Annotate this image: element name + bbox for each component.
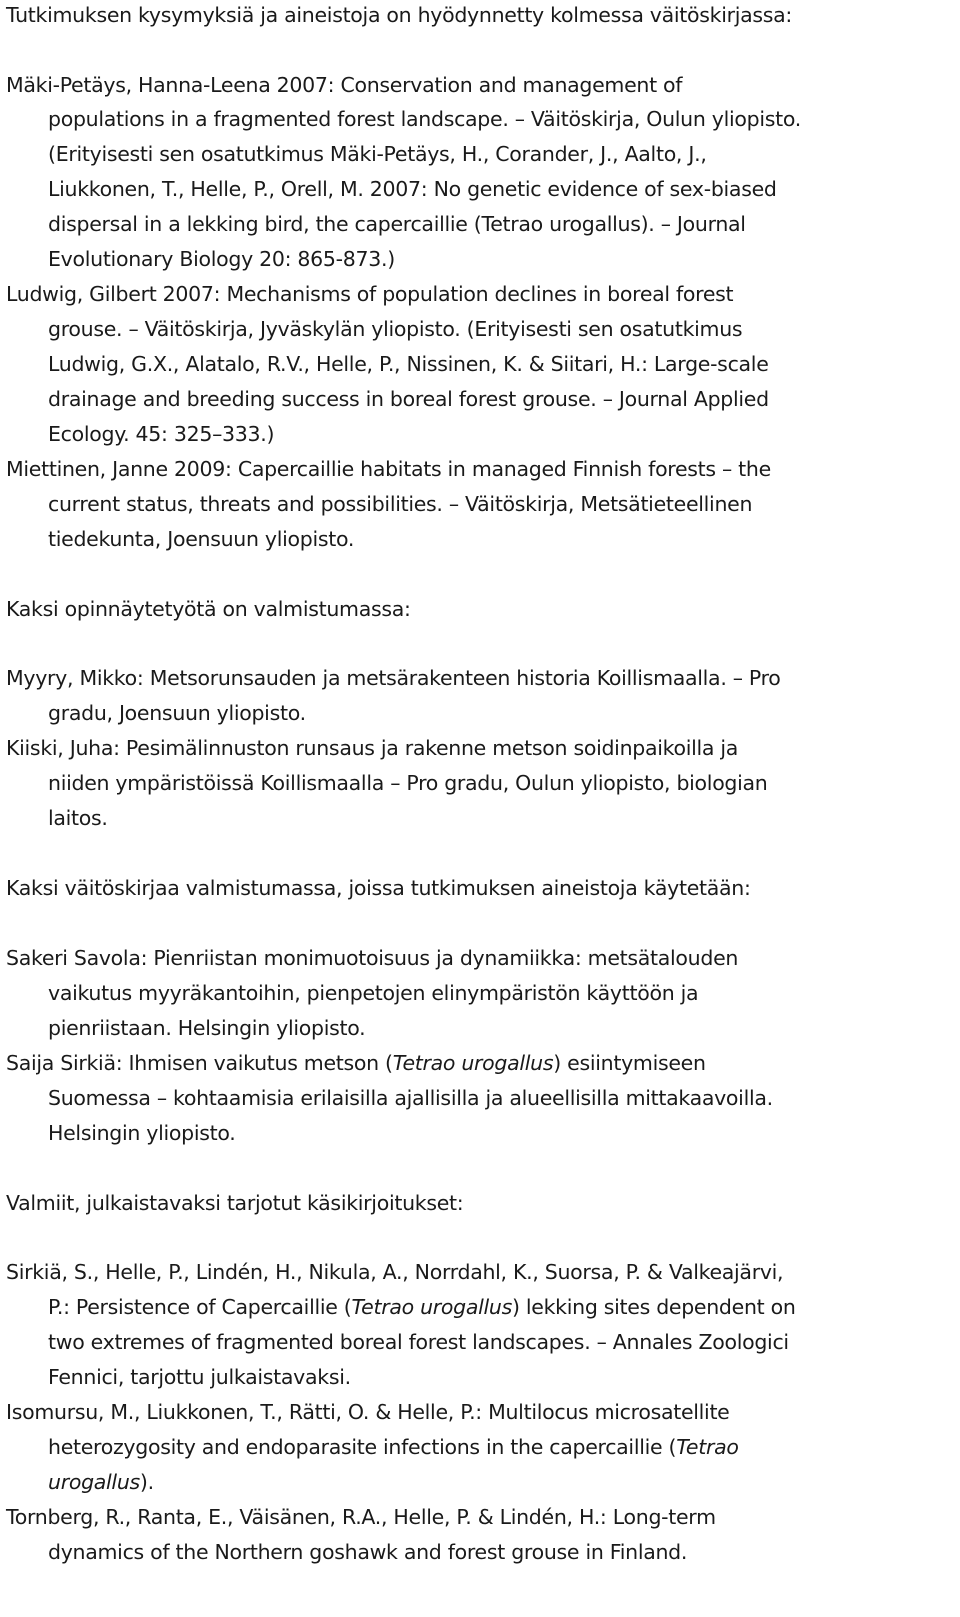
reference-line: Myyry, Mikko: Metsorunsauden ja metsärakenteen historia Koillismaalla. – Pro <box>6 666 781 690</box>
reference-line: dispersal in a lekking bird, the capercaillie (Tetrao urogallus). – Journal <box>48 212 746 236</box>
reference-line: Ecology. 45: 325–333.) <box>48 422 275 446</box>
reference-line: Sakeri Savola: Pienriistan monimuotoisuus ja dynamiikka: metsätalouden <box>6 946 739 970</box>
reference-line: Mäki-Petäys, Hanna-Leena 2007: Conservation and management of <box>6 73 683 97</box>
reference-line: dynamics of the Northern goshawk and forest grouse in Finland. <box>48 1540 688 1564</box>
reference-line: Suomessa – kohtaamisia erilaisilla ajallisilla ja alueellisilla mittakaavoilla. <box>48 1086 773 1110</box>
reference-line: heterozygosity and endoparasite infections in the capercaillie (Tetrao <box>48 1435 739 1459</box>
reference-line: P.: Persistence of Capercaillie (Tetrao urogallus) lekking sites dependent on <box>48 1295 796 1319</box>
reference-line: Helsingin yliopisto. <box>48 1121 236 1145</box>
reference-line: Liukkonen, T., Helle, P., Orell, M. 2007: No genetic evidence of sex-biased <box>48 177 777 201</box>
reference-line: Ludwig, Gilbert 2007: Mechanisms of population declines in boreal forest <box>6 282 734 306</box>
reference-line: Tornberg, R., Ranta, E., Väisänen, R.A., Helle, P. & Lindén, H.: Long-term <box>6 1505 716 1529</box>
reference-line: (Erityisesti sen osatutkimus Mäki-Petäys, H., Corander, J., Aalto, J., <box>48 142 707 166</box>
reference-line: drainage and breeding success in boreal forest grouse. – Journal Applied <box>48 387 769 411</box>
section-heading: Valmiit, julkaistavaksi tarjotut käsikirjoitukset: <box>6 1191 464 1215</box>
section-heading: Tutkimuksen kysymyksiä ja aineistoja on hyödynnetty kolmessa väitöskirjassa: <box>6 3 793 27</box>
section-heading: Kaksi väitöskirjaa valmistumassa, joissa tutkimuksen aineistoja käytetään: <box>6 876 751 900</box>
reference-line: tiedekunta, Joensuun yliopisto. <box>48 527 355 551</box>
reference-line: Evolutionary Biology 20: 865-873.) <box>48 247 395 271</box>
reference-line: gradu, Joensuun yliopisto. <box>48 701 306 725</box>
reference-line: Sirkiä, S., Helle, P., Lindén, H., Nikula, A., Norrdahl, K., Suorsa, P. & Valkeajärvi, <box>6 1260 784 1284</box>
reference-line: two extremes of fragmented boreal forest landscapes. – Annales Zoologici <box>48 1330 789 1354</box>
reference-line: Isomursu, M., Liukkonen, T., Rätti, O. & Helle, P.: Multilocus microsatellite <box>6 1400 730 1424</box>
reference-line: Saija Sirkiä: Ihmisen vaikutus metson (Tetrao urogallus) esiintymiseen <box>6 1051 706 1075</box>
reference-line: current status, threats and possibilities. – Väitöskirja, Metsätieteellinen <box>48 492 753 516</box>
section-heading: Kaksi opinnäytetyötä on valmistumassa: <box>6 597 411 621</box>
reference-line: urogallus). <box>48 1470 154 1494</box>
reference-line: pienriistaan. Helsingin yliopisto. <box>48 1016 366 1040</box>
reference-line: Fennici, tarjottu julkaistavaksi. <box>48 1365 351 1389</box>
reference-line: Ludwig, G.X., Alatalo, R.V., Helle, P., Nissinen, K. & Siitari, H.: Large-scale <box>48 352 769 376</box>
reference-line: populations in a fragmented forest landscape. – Väitöskirja, Oulun yliopisto. <box>48 107 801 131</box>
reference-line: vaikutus myyräkantoihin, pienpetojen elinympäristön käyttöön ja <box>48 981 699 1005</box>
reference-line: Kiiski, Juha: Pesimälinnuston runsaus ja rakenne metson soidinpaikoilla ja <box>6 736 739 760</box>
reference-line: laitos. <box>48 806 108 830</box>
reference-line: grouse. – Väitöskirja, Jyväskylän yliopisto. (Erityisesti sen osatutkimus <box>48 317 743 341</box>
reference-line: niiden ympäristöissä Koillismaalla – Pro gradu, Oulun yliopisto, biologian <box>48 771 768 795</box>
reference-line: Miettinen, Janne 2009: Capercaillie habitats in managed Finnish forests – the <box>6 457 771 481</box>
